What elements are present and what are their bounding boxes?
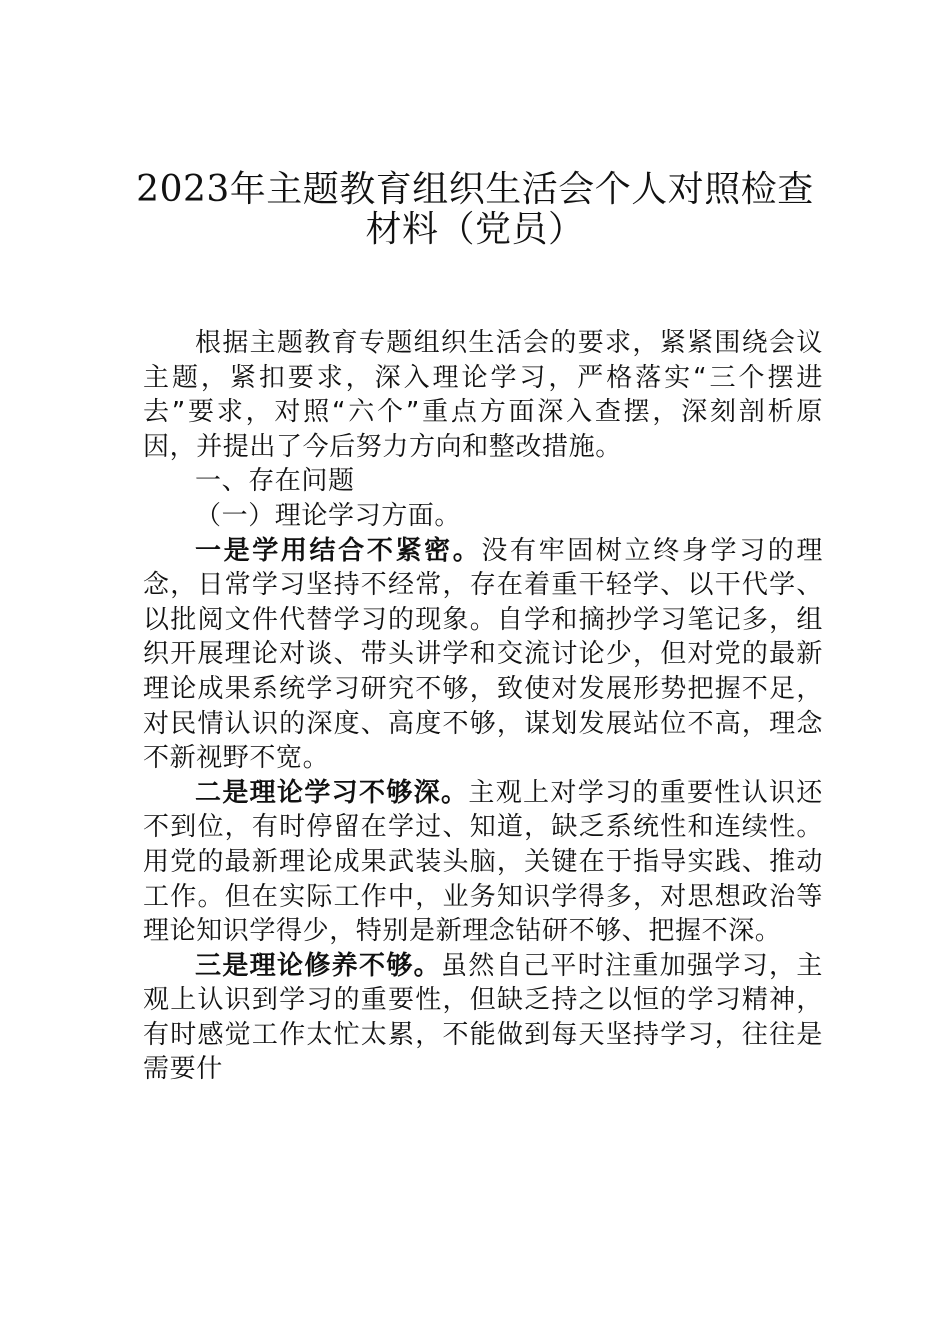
issue-lead-2: 二是理论学习不够深。 (195, 777, 469, 808)
document-title-line-2: 材料（党员） (365, 209, 585, 250)
subsection-heading-text: （一）理论学习方面。 (195, 500, 462, 531)
issue-lead-3: 三是理论修养不够。 (195, 950, 442, 981)
issue-text-2: 主观上对学习的重要性认识还不到位，有时停留在学过、知道，缺乏系统性和连续性。用党的最新理论成果武装头脑，关键在于指导实践、推动工作。但在实际工作中，业务知识学得多，对思想政治等理论知识学得少，特别是新理念钻研不够、把握不深。 (143, 777, 823, 947)
issue-paragraph-1 (143, 534, 823, 776)
document-title-line-1 (100, 168, 850, 212)
subsection-heading (143, 499, 823, 534)
issue-text-1: 没有牢固树立终身学习的理念，日常学习坚持不经常，存在着重干轻学、以干代学、以批阅文件代替学习的现象。自学和摘抄学习笔记多，组织开展理论对谈、带头讲学和交流讨论少，但对党的最新理论成果系统学习研究不够，致使对发展形势把握不足，对民情认识的深度、高度不够，谋划发展站位不高，理念不新视野不宽。 (143, 535, 823, 774)
section-heading (143, 464, 823, 499)
issue-paragraph-2 (143, 776, 823, 949)
section-heading-text: 一、存在问题 (195, 466, 355, 497)
document-body (143, 326, 823, 1087)
issue-lead-1: 一是学用结合不紧密。 (195, 535, 482, 566)
paragraph-text: 根据主题教育专题组织生活会的要求，紧紧围绕会议主题，紧扣要求，深入理论学习，严格落实“三个摆进去”要求，对照“六个”重点方面深入查摆，深刻剖析原因，并提出了今后努力方向和整改措施。 (143, 328, 823, 462)
title-year: 2023 (136, 169, 230, 210)
intro-paragraph (143, 326, 823, 464)
issue-paragraph-3 (143, 949, 823, 1087)
issue-text-3: 虽然自己平时注重加强学习，主观上认识到学习的重要性，但缺乏持之以恒的学习精神，有时感觉工作太忙太累，不能做到每天坚持学习，往往是需要什 (143, 950, 823, 1085)
title-line-1-text: 年主题教育组织生活会个人对照检查 (229, 169, 814, 210)
